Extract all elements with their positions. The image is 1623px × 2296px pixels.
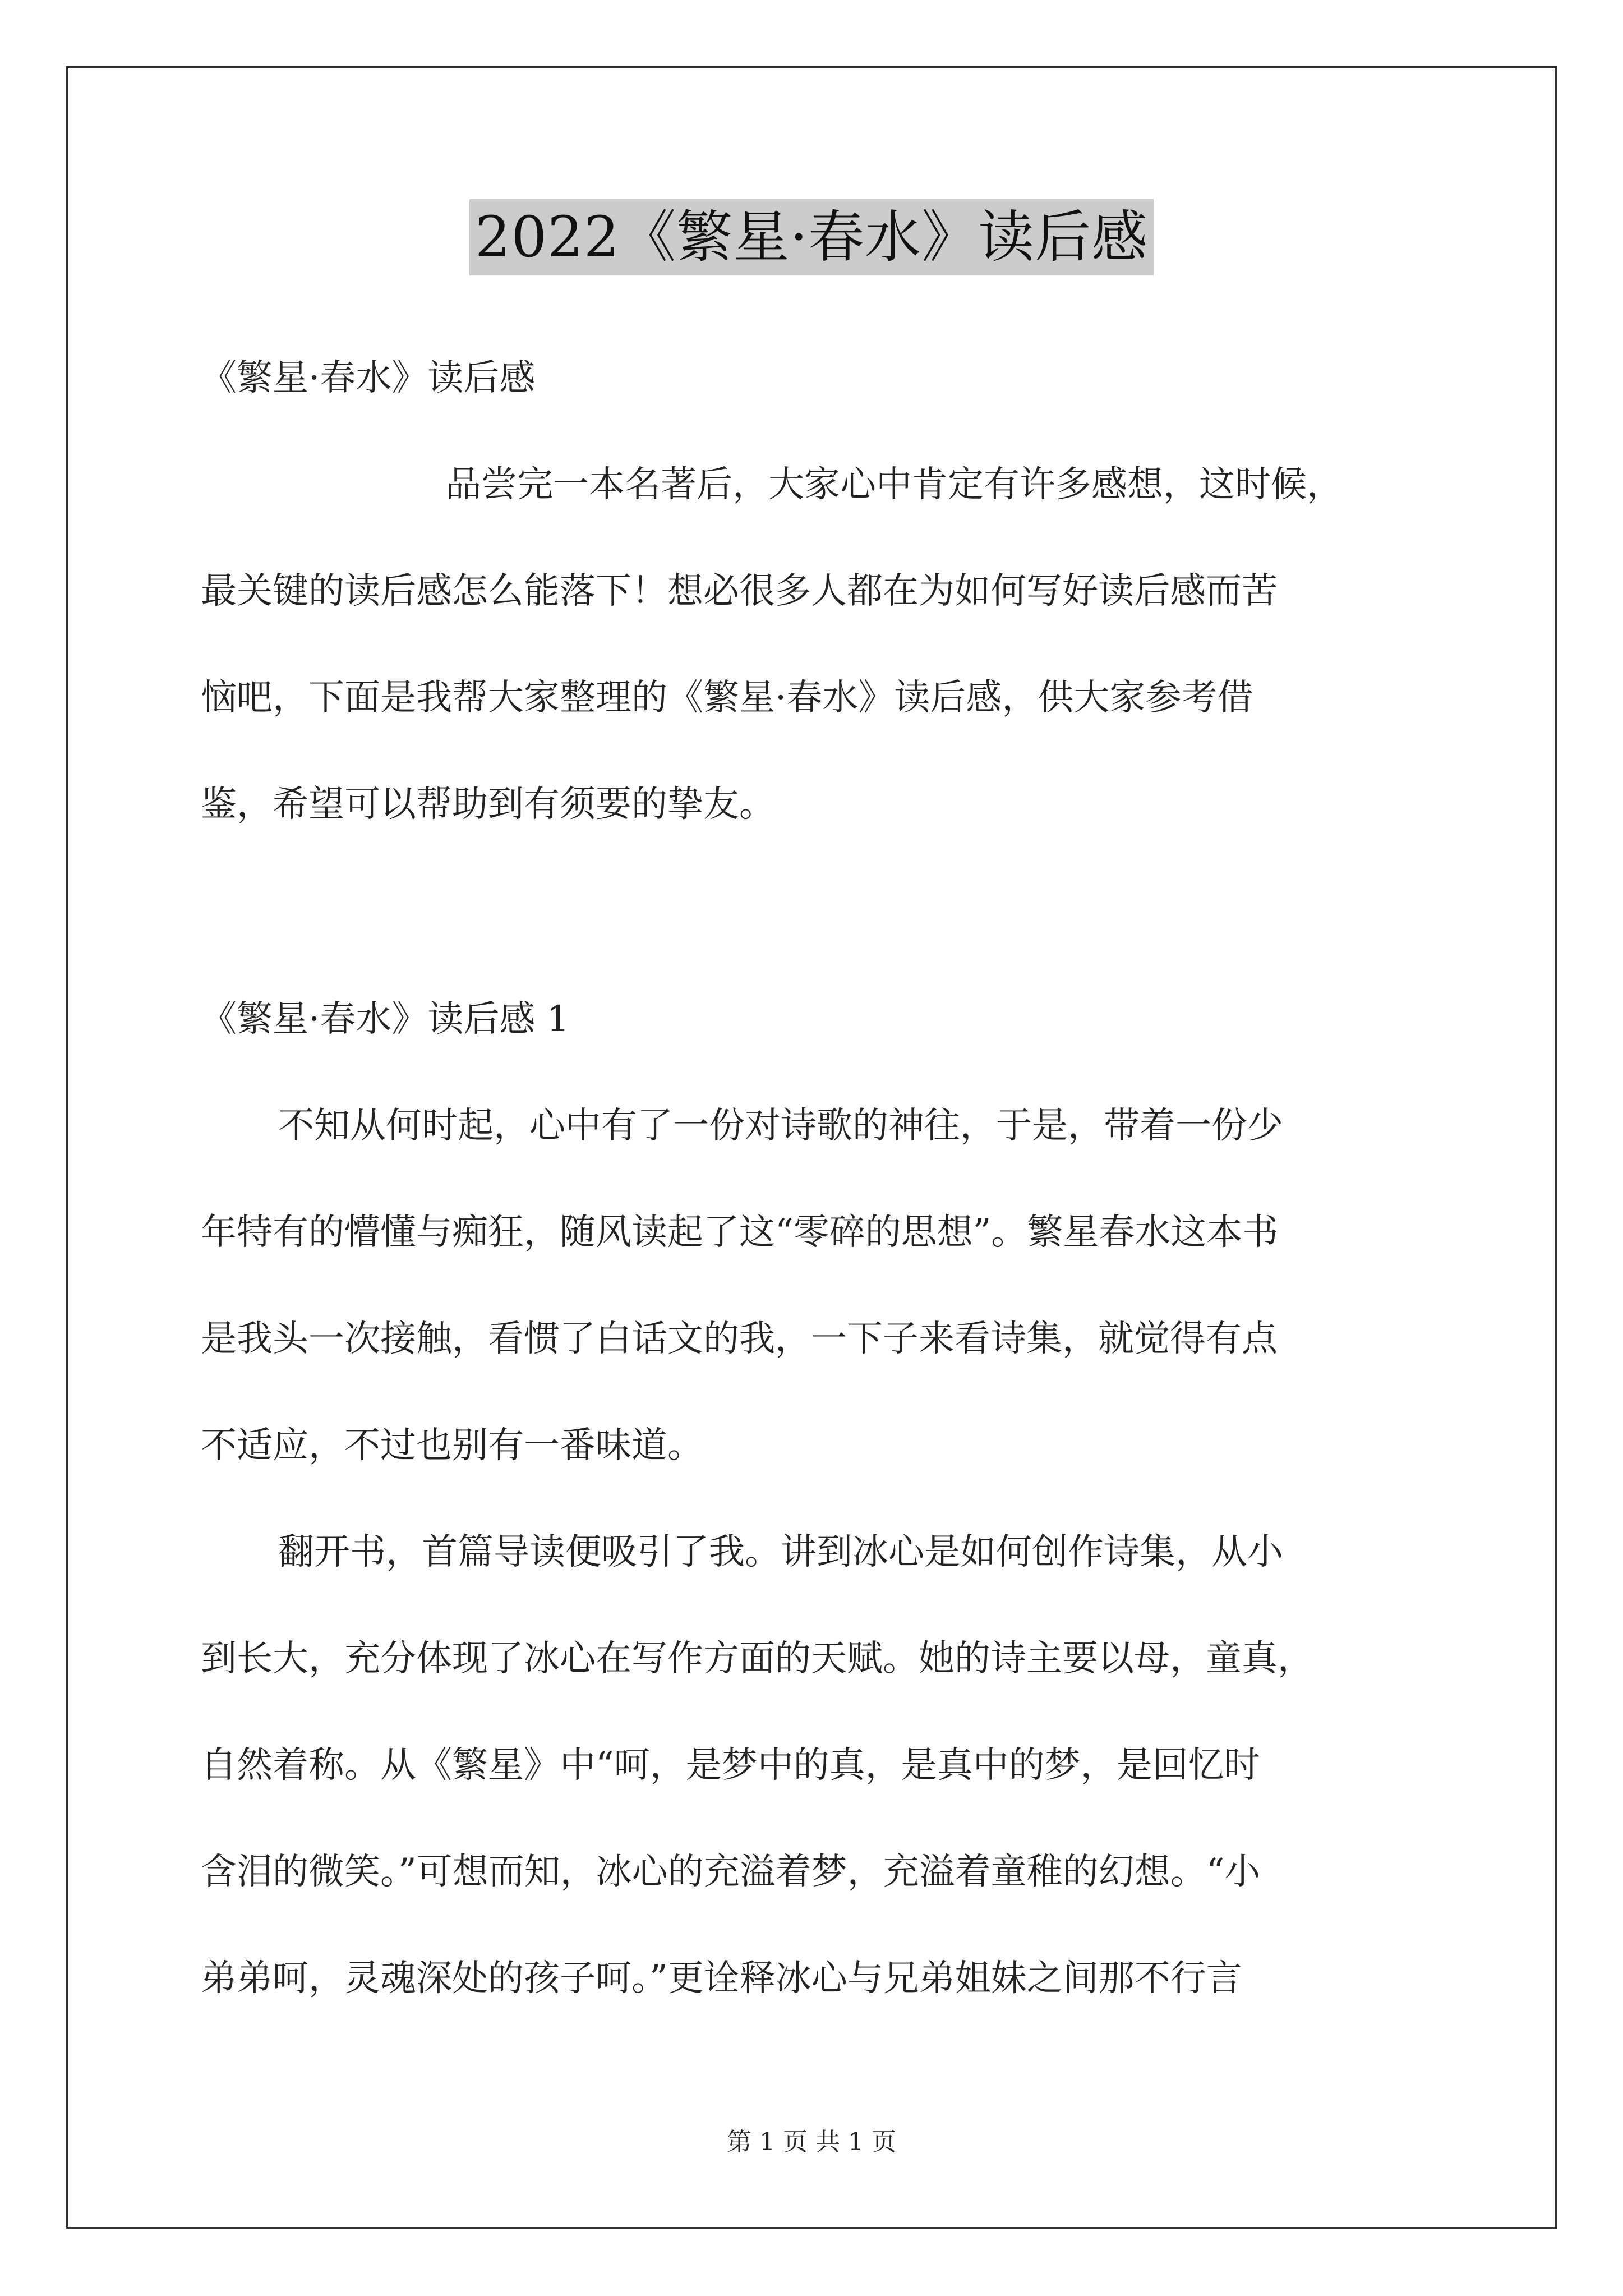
paragraph-line: 不适应，不过也别有一番味道。 — [201, 1425, 703, 1466]
intro-line: 恼吧，下面是我帮大家整理的《繁星·春水》读后感，供大家参考借 — [201, 677, 1253, 719]
paragraph-line: 自然着称。从《繁星》中“呵，是梦中的真，是真中的梦，是回忆时 — [201, 1745, 1260, 1786]
paragraph-line: 年特有的懵懂与痴狂，随风读起了这“零碎的思想”。繁星春水这本书 — [201, 1212, 1279, 1253]
paragraph-line: 含泪的微笑。”可想而知，冰心的充溢着梦，充溢着童稚的幻想。“小 — [201, 1851, 1261, 1893]
paragraph-line: 是我头一次接触，看惯了白话文的我，一下子来看诗集，就觉得有点 — [201, 1318, 1278, 1360]
paragraph-line: 到长大，充分体现了冰心在写作方面的天赋。她的诗主要以母，童真， — [201, 1638, 1313, 1680]
document-title: 2022《繁星·春水》读后感 — [469, 199, 1154, 275]
intro-line: 品尝完一本名著后，大家心中肯定有许多感想，这时候， — [445, 464, 1343, 505]
title-container — [0, 199, 1623, 275]
paragraph-line: 不知从何时起，心中有了一份对诗歌的神往，于是，带着一份少 — [278, 1105, 1283, 1147]
section-heading: 《繁星·春水》读后感 1 — [201, 999, 570, 1040]
intro-line: 最关键的读后感怎么能落下！想必很多人都在为如何写好读后感而苦 — [201, 570, 1278, 612]
page-footer: 第 1 页 共 1 页 — [727, 2128, 896, 2156]
subtitle: 《繁星·春水》读后感 — [201, 357, 536, 399]
intro-line: 鉴，希望可以帮助到有须要的挚友。 — [201, 784, 775, 825]
paragraph-line: 翻开书，首篇导读便吸引了我。讲到冰心是如何创作诗集，从小 — [278, 1531, 1283, 1573]
paragraph-line: 弟弟呵，灵魂深处的孩子呵。”更诠释冰心与兄弟姐妹之间那不行言 — [201, 1958, 1242, 1999]
